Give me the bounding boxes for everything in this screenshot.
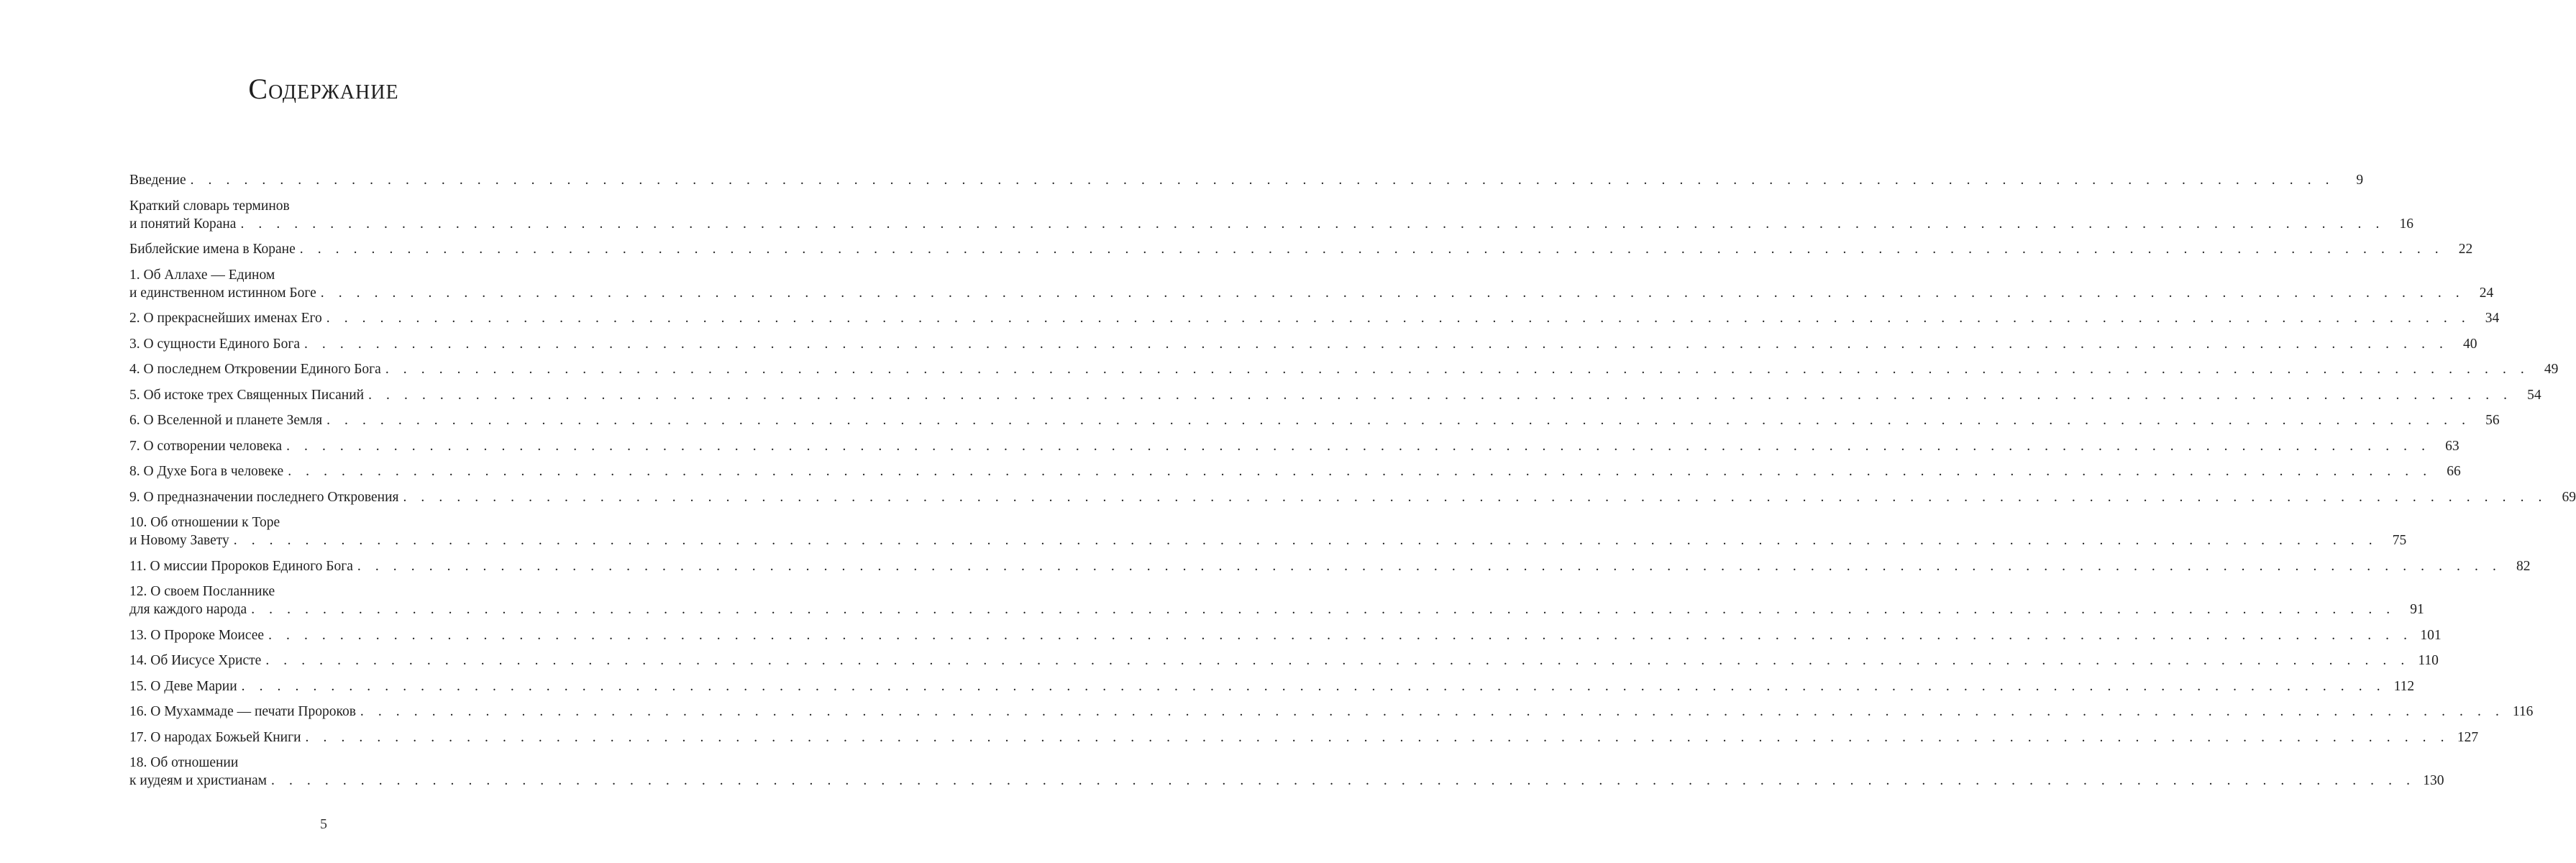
toc-entry-title-line: Введение <box>129 173 186 188</box>
toc-page-number: 49 <box>2544 362 2559 377</box>
toc-entry <box>129 171 2364 189</box>
dot-leader: . . . . . . . . . . . . . . . . . . . . . . . . . . . . . . . . . . . . . . . . . . . . . . . . . . . . . . . . . . . . . . . . . . . . . . . . . . . . . . . . . . . . . . . . . . . . . . . . . . . . . . . . . . . . . . . . . . . . . . . . <box>360 704 2505 719</box>
toc-entry <box>129 197 2413 233</box>
toc-entry-title-line: 4. О последнем Откровении Единого Бога <box>129 362 381 377</box>
toc-page-number: 82 <box>2516 558 2531 574</box>
toc-page-number: 40 <box>2463 336 2477 352</box>
toc-entry-title-line: Краткий словарь терминов <box>129 198 290 214</box>
toc-entry-title-line: 8. О Духе Бога в человеке <box>129 464 284 479</box>
toc-entry <box>129 437 2459 455</box>
dot-leader: . . . . . . . . . . . . . . . . . . . . . . . . . . . . . . . . . . . . . . . . . . . . . . . . . . . . . . . . . . . . . . . . . . . . . . . . . . . . . . . . . . . . . . . . . . . . . . . . . . . . . . . . . . . . . . . . . . . . . . . . <box>233 533 2378 548</box>
dot-leader: . . . . . . . . . . . . . . . . . . . . . . . . . . . . . . . . . . . . . . . . . . . . . . . . . . . . . . . . . . . . . . . . . . . . . . . . . . . . . . . . . . . . . . . . . . . . . . . . . . . . . . . . . . . . . . . . . . . . . . . . <box>303 336 2449 352</box>
toc-entry-title-line: 7. О сотворении человека <box>129 438 283 454</box>
toc-entry-row <box>129 171 2364 189</box>
toc-entry <box>129 386 2541 404</box>
toc-entry <box>129 557 2531 575</box>
toc-entry-row <box>129 411 2500 429</box>
toc-entry <box>129 360 2559 378</box>
toc-entry-title-line: к иудеям и христианам <box>129 773 268 788</box>
toc-entry <box>129 652 2439 670</box>
toc-entry-title-line: 18. Об отношении <box>129 755 239 770</box>
toc-page-number: 16 <box>2399 216 2413 232</box>
toc-page-number: 54 <box>2527 387 2541 403</box>
dot-leader: . . . . . . . . . . . . . . . . . . . . . . . . . . . . . . . . . . . . . . . . . . . . . . . . . . . . . . . . . . . . . . . . . . . . . . . . . . . . . . . . . . . . . . . . . . . . . . . . . . . . . . . . . . . . . . . . . . . . . . . . <box>268 627 2413 643</box>
toc-entry-row <box>129 309 2500 327</box>
dot-leader: . . . . . . . . . . . . . . . . . . . . . . . . . . . . . . . . . . . . . . . . . . . . . . . . . . . . . . . . . . . . . . . . . . . . . . . . . . . . . . . . . . . . . . . . . . . . . . . . . . . . . . . . . . . . . . . . . . . . . . . . <box>403 489 2548 505</box>
toc-page-number: 24 <box>2479 285 2494 301</box>
toc-page-number: 22 <box>2458 242 2473 257</box>
toc-entry <box>129 703 2534 721</box>
toc-entry-title-line: 12. О своем Посланнике <box>129 584 275 599</box>
toc-entry-row <box>129 703 2534 721</box>
toc-entry-title-line: 17. О народах Божьей Книги <box>129 729 301 745</box>
toc-entry-row <box>129 437 2459 455</box>
toc-entry <box>129 626 2442 644</box>
toc-entry-row <box>129 601 2424 618</box>
toc-entry-row <box>129 557 2531 575</box>
toc-entry <box>129 411 2500 429</box>
toc-page-number: 110 <box>2418 653 2439 668</box>
toc-entry-row <box>129 240 2473 258</box>
toc-entry <box>129 729 2479 746</box>
dot-leader: . . . . . . . . . . . . . . . . . . . . . . . . . . . . . . . . . . . . . . . . . . . . . . . . . . . . . . . . . . . . . . . . . . . . . . . . . . . . . . . . . . . . . . . . . . . . . . . . . . . . . . . . . . . . . . . . . . . . . . . . <box>326 413 2471 428</box>
toc-entry-title-line: и единственном истинном Боге <box>129 285 316 301</box>
toc-entry-title-line: 16. О Мухаммаде — печати Пророков <box>129 704 356 719</box>
toc-entry-row <box>129 462 2461 480</box>
dot-leader: . . . . . . . . . . . . . . . . . . . . . . . . . . . . . . . . . . . . . . . . . . . . . . . . . . . . . . . . . . . . . . . . . . . . . . . . . . . . . . . . . . . . . . . . . . . . . . . . . . . . . . . . . . . . . . . . . . . . . . . . <box>288 464 2432 479</box>
toc-entry-title-line: 9. О предназначении последнего Откровения <box>129 489 399 505</box>
toc-entry-row <box>129 652 2439 670</box>
toc-entry-title-line: 1. Об Аллахе — Едином <box>129 267 275 283</box>
dot-leader: . . . . . . . . . . . . . . . . . . . . . . . . . . . . . . . . . . . . . . . . . . . . . . . . . . . . . . . . . . . . . . . . . . . . . . . . . . . . . . . . . . . . . . . . . . . . . . . . . . . . . . . . . . . . . . . . . . . . . . . . <box>368 387 2513 403</box>
toc-entry <box>129 240 2473 258</box>
toc-entry-row <box>129 284 2494 302</box>
toc-entry-row <box>129 626 2442 644</box>
toc-page-number: 116 <box>2512 704 2534 719</box>
toc-entry <box>129 583 2424 618</box>
dot-leader: . . . . . . . . . . . . . . . . . . . . . . . . . . . . . . . . . . . . . . . . . . . . . . . . . . . . . . . . . . . . . . . . . . . . . . . . . . . . . . . . . . . . . . . . . . . . . . . . . . . . . . . . . . . . . . . . . . . . . . . . <box>251 602 2395 617</box>
toc-entry-title-line: 15. О Деве Марии <box>129 678 237 694</box>
toc-entry-title-line: и понятий Корана <box>129 216 237 232</box>
dot-leader: . . . . . . . . . . . . . . . . . . . . . . . . . . . . . . . . . . . . . . . . . . . . . . . . . . . . . . . . . . . . . . . . . . . . . . . . . . . . . . . . . . . . . . . . . . . . . . . . . . . . . . . . . . . . . . . . . . . . . . . . <box>265 653 2410 668</box>
toc-entry-row <box>129 531 2407 549</box>
table-of-contents <box>129 171 2576 798</box>
dot-leader: . . . . . . . . . . . . . . . . . . . . . . . . . . . . . . . . . . . . . . . . . . . . . . . . . . . . . . . . . . . . . . . . . . . . . . . . . . . . . . . . . . . . . . . . . . . . . . . . . . . . . . . . . . . . . . . . . . . . . . . . <box>271 773 2416 788</box>
dot-leader: . . . . . . . . . . . . . . . . . . . . . . . . . . . . . . . . . . . . . . . . . . . . . . . . . . . . . . . . . . . . . . . . . . . . . . . . . . . . . . . . . . . . . . . . . . . . . . . . . . . . . . . . . . . . . . . . . . . . . . . . <box>240 216 2385 232</box>
toc-entry <box>129 488 2576 506</box>
toc-entry <box>129 677 2415 695</box>
toc-page-number: 101 <box>2420 627 2442 643</box>
toc-entry-title-line: 2. О прекраснейших именах Его <box>129 311 322 326</box>
toc-entry-title-line: 6. О Вселенной и планете Земля <box>129 413 323 428</box>
toc-entry <box>129 335 2477 353</box>
toc-entry-title-line: 13. О Пророке Моисее <box>129 627 265 643</box>
toc-entry-title-line: 11. О миссии Пророков Единого Бога <box>129 558 353 574</box>
dot-leader: . . . . . . . . . . . . . . . . . . . . . . . . . . . . . . . . . . . . . . . . . . . . . . . . . . . . . . . . . . . . . . . . . . . . . . . . . . . . . . . . . . . . . . . . . . . . . . . . . . . . . . . . . . . . . . . . . . . . . . . . <box>320 285 2465 301</box>
toc-page-number: 63 <box>2445 438 2459 454</box>
dot-leader: . . . . . . . . . . . . . . . . . . . . . . . . . . . . . . . . . . . . . . . . . . . . . . . . . . . . . . . . . . . . . . . . . . . . . . . . . . . . . . . . . . . . . . . . . . . . . . . . . . . . . . . . . . . . . . . . . . . . . . . . <box>299 242 2444 257</box>
toc-entry-title-line: для каждого народа <box>129 602 247 617</box>
toc-entry <box>129 266 2494 302</box>
toc-page-number: 130 <box>2423 773 2444 788</box>
toc-page-number: 66 <box>2447 464 2461 479</box>
toc-page-number: 9 <box>2356 173 2364 188</box>
dot-leader: . . . . . . . . . . . . . . . . . . . . . . . . . . . . . . . . . . . . . . . . . . . . . . . . . . . . . . . . . . . . . . . . . . . . . . . . . . . . . . . . . . . . . . . . . . . . . . . . . . . . . . . . . . . . . . . . . . . . . . . . <box>326 311 2471 326</box>
dot-leader: . . . . . . . . . . . . . . . . . . . . . . . . . . . . . . . . . . . . . . . . . . . . . . . . . . . . . . . . . . . . . . . . . . . . . . . . . . . . . . . . . . . . . . . . . . . . . . . . . . . . . . . . . . . . . . . . . . . . . . . . <box>357 558 2502 574</box>
toc-page-number: 112 <box>2393 678 2415 694</box>
dot-leader: . . . . . . . . . . . . . . . . . . . . . . . . . . . . . . . . . . . . . . . . . . . . . . . . . . . . . . . . . . . . . . . . . . . . . . . . . . . . . . . . . . . . . . . . . . . . . . . . . . . . . . . . . . . . . . . . . . . . . . . . <box>385 362 2530 377</box>
toc-entry-title-line: и Новому Завету <box>129 533 229 548</box>
toc-entry-title-line: 14. Об Иисусе Христе <box>129 653 262 668</box>
toc-entry-row <box>129 215 2413 233</box>
toc-entry-row <box>129 360 2559 378</box>
toc-entry-row <box>129 772 2444 790</box>
toc-entry-title-line: 10. Об отношении к Торе <box>129 515 280 530</box>
toc-entry-row <box>129 335 2477 353</box>
toc-page-number: 69 <box>2562 489 2576 505</box>
toc-page-number: 75 <box>2392 533 2407 548</box>
toc-page-number: 56 <box>2485 413 2500 428</box>
toc-entry <box>129 513 2407 549</box>
dot-leader: . . . . . . . . . . . . . . . . . . . . . . . . . . . . . . . . . . . . . . . . . . . . . . . . . . . . . . . . . . . . . . . . . . . . . . . . . . . . . . . . . . . . . . . . . . . . . . . . . . . . . . . . . . . . . . . . . . . . . . . . <box>190 173 2335 188</box>
toc-entry-title-line: Библейские имена в Коране <box>129 242 296 257</box>
dot-leader: . . . . . . . . . . . . . . . . . . . . . . . . . . . . . . . . . . . . . . . . . . . . . . . . . . . . . . . . . . . . . . . . . . . . . . . . . . . . . . . . . . . . . . . . . . . . . . . . . . . . . . . . . . . . . . . . . . . . . . . . <box>286 438 2431 454</box>
toc-page-number: 91 <box>2410 602 2424 617</box>
toc-page-number: 34 <box>2485 311 2500 326</box>
toc-entry-row <box>129 677 2415 695</box>
page-number: 5 <box>320 816 327 832</box>
toc-entry-row <box>129 729 2479 746</box>
dot-leader: . . . . . . . . . . . . . . . . . . . . . . . . . . . . . . . . . . . . . . . . . . . . . . . . . . . . . . . . . . . . . . . . . . . . . . . . . . . . . . . . . . . . . . . . . . . . . . . . . . . . . . . . . . . . . . . . . . . . . . . . <box>305 729 2450 745</box>
toc-entry <box>129 309 2500 327</box>
toc-entry-row <box>129 488 2576 506</box>
toc-page-number: 127 <box>2457 729 2479 745</box>
toc-entry <box>129 754 2444 790</box>
toc-entry-title-line: 5. Об истоке трех Священных Писаний <box>129 387 365 403</box>
page-title: Содержание <box>248 73 399 105</box>
dot-leader: . . . . . . . . . . . . . . . . . . . . . . . . . . . . . . . . . . . . . . . . . . . . . . . . . . . . . . . . . . . . . . . . . . . . . . . . . . . . . . . . . . . . . . . . . . . . . . . . . . . . . . . . . . . . . . . . . . . . . . . . <box>241 678 2386 694</box>
toc-entry <box>129 462 2461 480</box>
toc-entry-title-line: 3. О сущности Единого Бога <box>129 336 300 352</box>
toc-entry-row <box>129 386 2541 404</box>
